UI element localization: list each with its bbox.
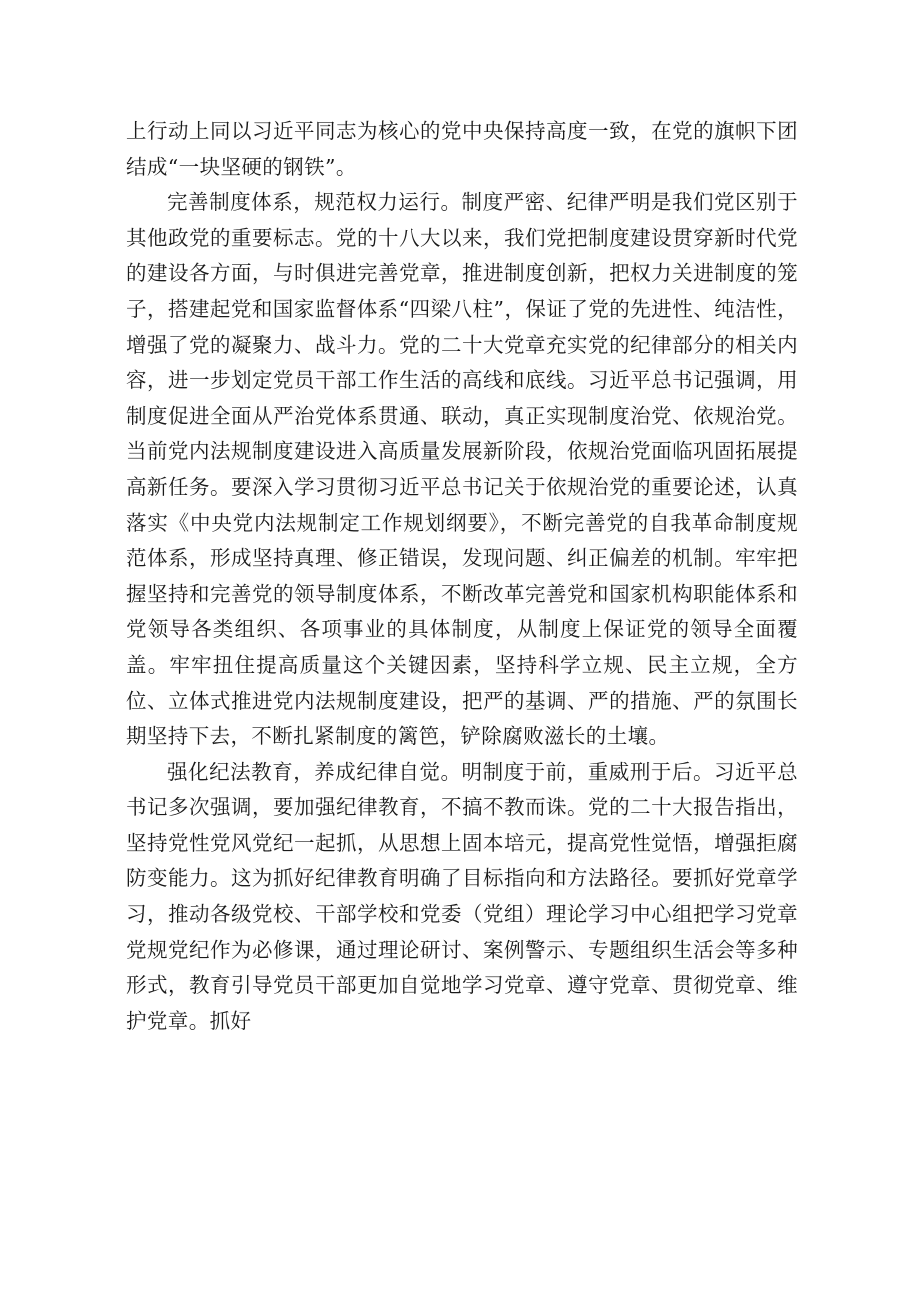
paragraph-discipline-education: 强化纪法教育，养成纪律自觉。明制度于前，重威刑于后。习近平总书记多次强调，要加强纪律教育，不搞不教而诛。党的二十大报告指出，坚持党性党风党纪一起抓，从思想上固本培元，提高党性觉悟，增强拒腐防变能力。这为抓好纪律教育明确了目标指向和方法路径。要抓好党章学习，推动各级党校、干部学校和党委（党组）理论学习中心组把学习党章党规党纪作为必修课，通过理论研讨、案例警示、专题组织生活会等多种形式，教育引导党员干部更加自觉地学习党章、遵守党章、贯彻党章、维护党章。抓好 bbox=[126, 759, 798, 1033]
document-body bbox=[126, 114, 798, 1039]
paragraph-continuation: 上行动上同以习近平同志为核心的党中央保持高度一致，在党的旗帜下团结成“一块坚硬的钢铁”。 bbox=[126, 119, 798, 179]
paragraph-institutional-system: 完善制度体系，规范权力运行。制度严密、纪律严明是我们党区别于其他政党的重要标志。党的十八大以来，我们党把制度建设贯穿新时代党的建设各方面，与时俱进完善党章，推进制度创新，把权力关进制度的笼子，搭建起党和国家监督体系“四梁八柱”，保证了党的先进性、纯洁性，增强了党的凝聚力、战斗力。党的二十大党章充实党的纪律部分的相关内容，进一步划定党员干部工作生活的高线和底线。习近平总书记强调，用制度促进全面从严治党体系贯通、联动，真正实现制度治党、依规治党。当前党内法规制度建设进入高质量发展新阶段，依规治党面临巩固拓展提高新任务。要深入学习贯彻习近平总书记关于依规治党的重要论述，认真落实《中央党内法规制定工作规划纲要》，不断完善党的自我革命制度规范体系，形成坚持真理、修正错误，发现问题、纠正偏差的机制。牢牢把握坚持和完善党的领导制度体系，不断改革完善党和国家机构职能体系和党领导各类组织、各项事业的具体制度，从制度上保证党的领导全面覆盖。牢牢扭住提高质量这个关键因素，坚持科学立规、民主立规，全方位、立体式推进党内法规制度建设，把严的基调、严的措施、严的氛围长期坚持下去，不断扎紧制度的篱笆，铲除腐败滋长的土壤。 bbox=[126, 190, 798, 749]
